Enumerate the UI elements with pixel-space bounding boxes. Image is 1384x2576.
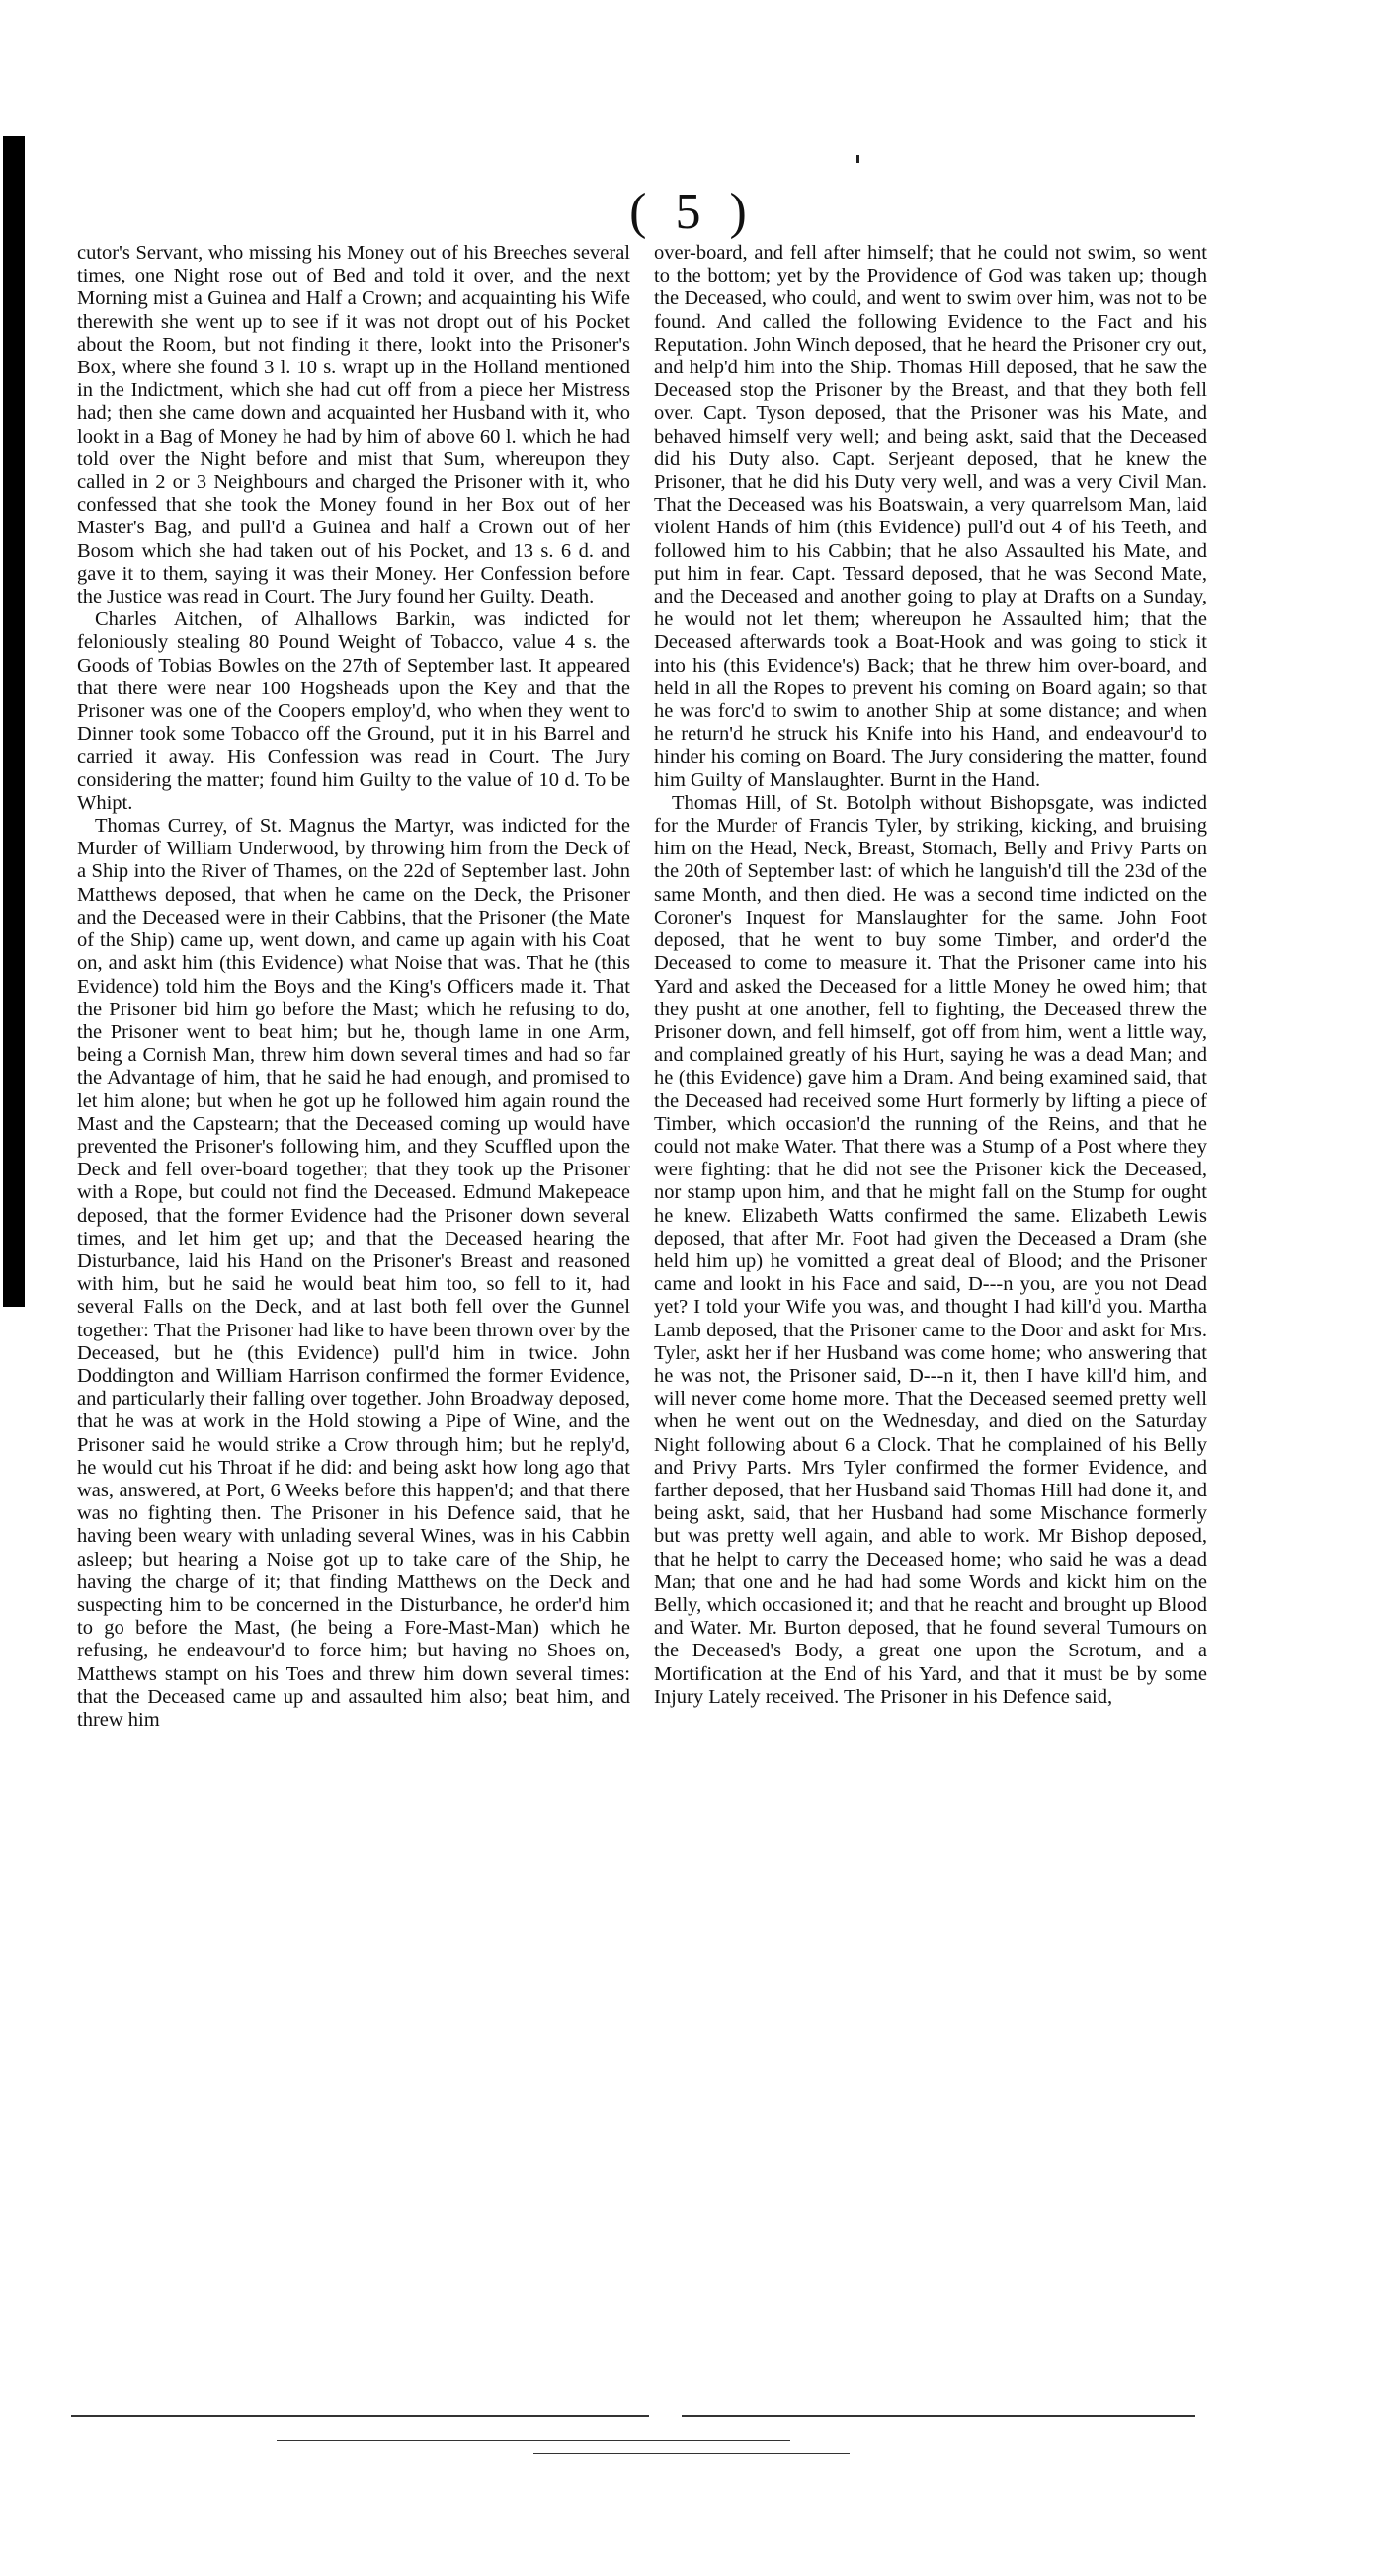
binding-edge-shadow xyxy=(3,136,25,1307)
footer-rule-short xyxy=(533,2453,850,2454)
footer-rule-middle xyxy=(277,2440,790,2441)
ink-speck xyxy=(856,155,859,163)
page-number: ( 5 ) xyxy=(629,184,755,240)
paragraph-aitchen-case: Charles Aitchen, of Alhallows Barkin, was indicted for feloniously stealing 80 Pound Weight of Tobacco, value 4 s. the Goods of Tobias Bowles on the 27th of September last. It appeared that there were near 100 Hogsheads upon the Key and that the Prisoner was one of the Coopers employ'd, who when they went to Dinner took some Tobacco off the Ground, put it in his Barrel and carried it away. His Confession was read in Court. The Jury considering the matter; found him Guilty to the value of 10 d. To be Whipt. xyxy=(77,608,630,814)
paragraph-hill-case: Thomas Hill, of St. Botolph without Bishopsgate, was indicted for the Murder of Francis Tyler, by striking, kicking, and bruising him on the Head, Neck, Breast, Stomach, Belly and Privy Parts on the 20th of September last: of which he languish'd till the 23d of the same Month, and then died. He was a second time indicted on the Coroner's Inquest for Manslaughter for the same. John Foot deposed, that he went to buy some Timber, and order'd the Deceased to come to measure it. That the Prisoner came into his Yard and asked the Deceased for a little Money he owed him; that they pusht at one another, fell to fighting, the Deceased threw the Prisoner down, and fell himself, got off from him, went a little way, and complained greatly of his Hurt, saying he was a dead Man; and he (this Evidence) gave him a Dram. And being examined said, that the Deceased had received some Hurt formerly by lifting a piece of Timber, which occasion'd the running of the Reins, and that he could not make Water. That there was a Stump of a Post where they were fighting: that he did not see the Prisoner kick the Deceased, nor stamp upon him, and that he might fall on the Stump for ought he knew. Elizabeth Watts confirmed the same. Elizabeth Lewis deposed, that after Mr. Foot had given the Deceased a Dram (she held him up) he vomitted a great deal of Blood; and the Prisoner came and lookt in his Face and said, D---n you, are you not Dead yet? I told your Wife you was, and thought I had kill'd you. Martha Lamb deposed, that the Prisoner came to the Door and askt for Mrs. Tyler, askt her if her Husband was come home; who answering that he was not, the Prisoner said, D---n it, then I have kill'd him, and will never come home more. That the Deceased seemed pretty well when he went out on the Wednesday, and died on the Saturday Night following about 6 a Clock. That he complained of his Belly and Privy Parts. Mrs Tyler confirmed the former Evidence, and farther deposed, that her Husband said Thomas Hill had done it, and being askt, said, that her Husband had some Mischance formerly but was pretty well again, and able to work. Mr Bishop deposed, that he helpt to carry the Deceased home; who said he was a dead Man; that one and he had had some Words and kickt him on the Belly, which occasioned it; and that he reacht and brought up Blood and Water. Mr. Burton deposed, that he found several Tumours on the Deceased's Body, a great one upon the Scrotum, and a Mortification at the End of his Yard, and that it must be by some Injury Lately received. The Prisoner in his Defence said, xyxy=(654,791,1207,1708)
footer-rule-right xyxy=(682,2415,1195,2417)
right-column xyxy=(654,242,1207,1709)
paragraph-continued-case: cutor's Servant, who missing his Money out of his Breeches several times, one Night rose out of Bed and told it over, and the next Morning mist a Guinea and Half a Crown; and acquainting his Wife therewith she went up to see if it was not dropt out of his Pocket about the Room, but not finding it there, lookt into the Prisoner's Box, where she found 3 l. 10 s. wrapt up in the Holland mentioned in the Indictment, which she had cut off from a piece her Mistress had; then she came down and acquainted her Husband with it, who lookt in a Bag of Money he had by him of above 60 l. which he had told over the Night before and mist that Sum, whereupon they called in 2 or 3 Neighbours and charged the Prisoner with it, who confessed that she took the Money found in her Box out of her Master's Bag, and pull'd a Guinea and half a Crown out of her Bosom which she had taken out of his Pocket, and 13 s. 6 d. and gave it to them, saying it was their Money. Her Confession before the Justice was read in Court. The Jury found her Guilty. Death. xyxy=(77,242,630,608)
left-column xyxy=(77,242,630,1731)
paragraph-currey-continued: over-board, and fell after himself; that he could not swim, so went to the bottom; yet by the Providence of God was taken up; though the Deceased, who could, and went to swim over him, was not to be found. And called the following Evidence to the Fact and his Reputation. John Winch deposed, that he heard the Prisoner cry out, and help'd him into the Ship. Thomas Hill deposed, that he saw the Deceased stop the Prisoner by the Breast, and that they both fell over. Capt. Tyson deposed, that the Prisoner was his Mate, and behaved himself very well; and being askt, said that the Deceased did his Duty also. Capt. Serjeant deposed, that he knew the Prisoner, that he did his Duty very well, and was a very Civil Man. That the Deceased was his Boatswain, a very quarrelsom Man, laid violent Hands of him (this Evidence) pull'd out 4 of his Teeth, and followed him to his Cabbin; that he also Assaulted his Mate, and put him in fear. Capt. Tessard deposed, that he was Second Mate, and the Deceased and another going to play at Drafts on a Sunday, he would not let them; whereupon he Assaulted him; that the Deceased afterwards took a Boat-Hook and was going to stick it into his (this Evidence's) Back; that he threw him over-board, and held in all the Ropes to prevent his coming on Board again; so that he was forc'd to swim to another Ship at some distance; and when he return'd he struck his Knife into his Hand, and endeavour'd to hinder his coming on Board. The Jury considering the matter, found him Guilty of Manslaughter. Burnt in the Hand. xyxy=(654,242,1207,791)
footer-rule-left xyxy=(71,2415,649,2417)
paragraph-currey-case: Thomas Currey, of St. Magnus the Martyr, was indicted for the Murder of William Underwood, by throwing him from the Deck of a Ship into the River of Thames, on the 22d of September last. John Matthews deposed, that when he came on the Deck, the Prisoner and the Deceased were in their Cabbins, that the Prisoner (the Mate of the Ship) came up, went down, and came up again with his Coat on, and askt him (this Evidence) what Noise that was. That he (this Evidence) told him the Boys and the King's Officers made it. That the Prisoner bid him go before the Mast; which he refusing to do, the Prisoner went to beat him; but he, though lame in one Arm, being a Cornish Man, threw him down several times and had so far the Advantage of him, that he said he had enough, and promised to let him alone; but when he got up he followed him again round the Mast and the Capstearn; that the Deceased coming up would have prevented the Prisoner's following him, and they Scuffled upon the Deck and fell over-board together; that they took up the Prisoner with a Rope, but could not find the Deceased. Edmund Makepeace deposed, that the former Evidence had the Prisoner down several times, and let him get up; and that the Deceased hearing the Disturbance, laid his Hand on the Prisoner's Breast and reasoned with him, but he said he would beat him too, so fell to it, had several Falls on the Deck, and at last both fell over the Gunnel together: That the Prisoner had like to have been thrown over by the Deceased, but he (this Evidence) pull'd him in twice. John Doddington and William Harrison confirmed the former Evidence, and particularly their falling over together. John Broadway deposed, that he was at work in the Hold stowing a Pipe of Wine, and the Prisoner said he would strike a Crow through him; but he reply'd, he would cut his Throat if he did: and being askt how long ago that was, answered, at Port, 6 Weeks before this happen'd; and that there was no fighting then. The Prisoner in his Defence said, that he having been weary with unlading several Wines, was in his Cabbin asleep; but hearing a Noise got up to take care of the Ship, he having the charge of it; that finding Matthews on the Deck and suspecting him to be concerned in the Disturbance, he order'd him to go before the Mast, (he being a Fore-Mast-Man) which he refusing, he endeavour'd to force him; but having no Shoes on, Matthews stampt on his Toes and threw him down several times: that the Deceased came up and assaulted him also; beat him, and threw him xyxy=(77,815,630,1731)
